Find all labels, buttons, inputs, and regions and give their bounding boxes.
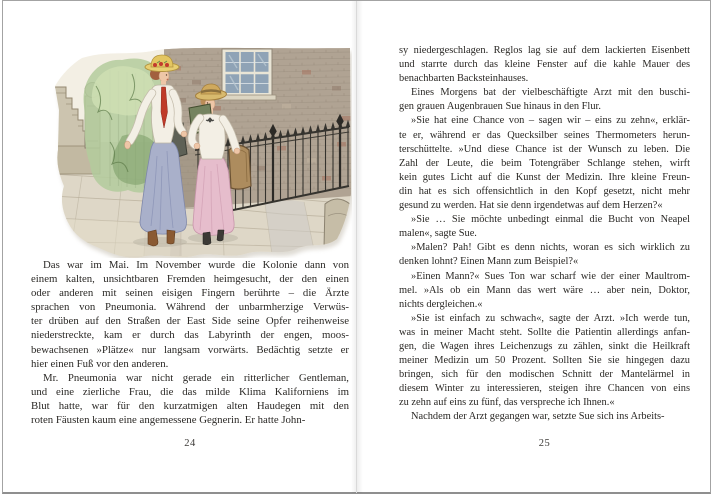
text-line: terschüttelte. »Und diese Chance ist der Wunsch zu leben. Die: [399, 143, 690, 155]
text-line: Mr. Pneumonia war nicht gerade ein ritterlicher Gentleman,: [43, 371, 349, 384]
illustration-two-women-walking: [52, 46, 352, 258]
text-line: meiner Medizin um 50 Prozent. Sollten Sie sie hingegen dazu: [399, 355, 690, 367]
text-line: Zahl der Leute, die beim Totengräber Schlange stehen, wirft: [399, 157, 690, 169]
hand: [181, 131, 187, 137]
window-sill: [218, 95, 276, 100]
text-line: Blut hatte, war für den kurzatmigen alten Haudegen mit den: [31, 399, 349, 412]
text-line: zu zehn auf eins zu fünf, das verspreche ich Ihnen.«: [399, 397, 615, 409]
text-line: diesem Winter zu interessieren, steigen ihre Chancen von eins: [399, 383, 690, 395]
text-line: malen«, sagte Sue.: [399, 228, 477, 240]
text-line: gen grauen Augenbrauen Sue hinaus in den Flur.: [399, 101, 601, 113]
text-line: kein gutes Licht auf die Kunst der Medizin. Ihre kleine Freun-: [399, 171, 690, 183]
figure-shadow: [133, 237, 187, 247]
page-number-right: 25: [538, 438, 551, 449]
text-line: din hat es sich offensichtlich in den Kopf gesetzt, nicht mehr: [399, 185, 690, 197]
page-number-left: 24: [184, 438, 196, 449]
hand: [125, 141, 131, 149]
text-line: mel. »Als ob ein Mann das wert wäre … aber nein, Doktor,: [399, 284, 690, 296]
text-line: was in meiner Macht steht. Sollte die Patientin allerdings anfan-: [399, 326, 690, 338]
text-line: benachbarten Backsteinhauses.: [399, 73, 529, 85]
hand: [194, 143, 200, 149]
text-line: ter drüben auf den Straßen der East Side seine Opfer reihenweise: [31, 315, 349, 328]
text-line: sprachen von Pneumonia. Während der unbarmherzige Verwüs-: [31, 301, 349, 314]
text-line: nichts dergleichen.«: [399, 298, 483, 310]
window: [218, 49, 276, 100]
text-line: te er, während er das Quecksilber seines Thermometers herun-: [399, 129, 690, 141]
right-page-text: [399, 44, 690, 425]
boot: [167, 230, 175, 244]
page-gutter-line: [356, 1, 357, 493]
boot: [148, 230, 158, 246]
text-line: gesund zu werden. Hat sie denn irgendetwas auf dem Herzen?«: [399, 200, 663, 212]
text-line: »Sie ist einfach zu schwach«, sagte der Arzt. »Ich werde tun,: [411, 312, 690, 324]
text-line: und starrte durch das kleine Fenster auf die kahle Mauer des: [399, 59, 690, 71]
text-line: »Malen? Pah! Gibt es denn nichts, woran es sich wirklich zu: [411, 242, 690, 254]
text-line: niederstreckte, kam er durch das Labyrinth der engen, moos-: [31, 329, 349, 342]
text-line: »Sie hat eine Chance von – sagen wir – eins zu zehn«, erklär-: [411, 115, 690, 127]
text-line: Eines Morgens bat der vielbeschäftigte Arzt mit den buschi-: [411, 87, 690, 99]
text-line: »Sie … Sie möchte unbedingt einmal die Bucht von Neapel: [411, 214, 690, 226]
boot: [203, 232, 211, 245]
hand: [234, 148, 240, 154]
text-line: und eine zierliche Frau, die das milde Klima Kaliforniens im: [31, 385, 349, 398]
text-line: einem kalten, unsichtbaren Fremden heimgesucht, der den einen: [31, 273, 349, 286]
text-line: roten Fäusten kaum eine angemessene Gegnerin. Er hatte John-: [31, 414, 306, 427]
text-line: denken lohnt? Einen Mann zum Beispiel?«: [399, 256, 579, 268]
boot: [217, 230, 224, 241]
text-line: sy niedergeschlagen. Reglos lag sie auf dem lackierten Eisenbett: [399, 45, 690, 56]
left-page-text: [31, 258, 349, 427]
text-line: bringen, sich für den modischen Schnitt der Mantelärmel in: [399, 369, 690, 381]
text-line: »Einen Mann?« Sues Ton war scharf wie der einer Maultrom-: [411, 270, 690, 282]
text-line: oder anderen mit seinen eisigen Fingern berührte – die Ärzte: [31, 287, 349, 300]
text-line: hier einen Fuß vor den anderen.: [31, 357, 169, 370]
text-line: Das war im Mai. Im November wurde die Kolonie dann von: [43, 259, 349, 271]
text-line: gen, die Wagen ihres Leichenzugs zu zählen, sinkt die Heilkraft: [399, 340, 690, 352]
text-line: bewachsenen »Plätze« nur langsam vorwärts. Bedächtig setzte er: [31, 343, 349, 356]
pink-skirt: [193, 158, 234, 235]
text-line: Nachdem der Arzt gegangen war, setzte Sue sich ins Arbeits-: [411, 411, 665, 423]
page-gutter-shadow: [351, 1, 363, 493]
